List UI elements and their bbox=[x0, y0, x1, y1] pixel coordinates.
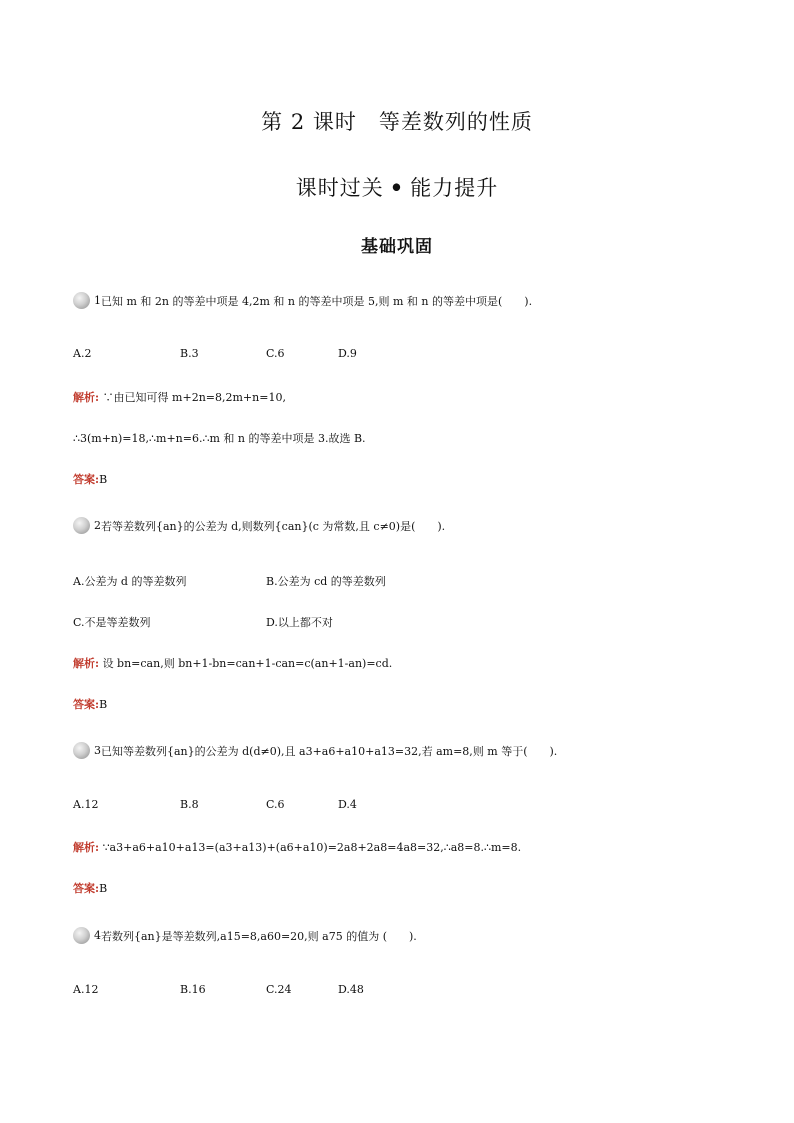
section-heading: 基础巩固 bbox=[361, 237, 433, 257]
question-3 bbox=[73, 742, 557, 759]
analysis-3 bbox=[73, 839, 521, 855]
option-a: A.公差为 d 的等差数列 bbox=[73, 575, 187, 588]
answer-3 bbox=[73, 880, 107, 896]
analysis-2 bbox=[73, 655, 392, 671]
answer-text: B bbox=[99, 698, 108, 711]
option-c: C.6 bbox=[266, 347, 285, 360]
option-b: B.公差为 cd 的等差数列 bbox=[266, 575, 386, 588]
analysis-text: ∵a3+a6+a10+a13=(a3+a13)+(a6+a10)=2a8+2a8=4a8=32,∴a8=8.∴m=8. bbox=[102, 841, 522, 854]
analysis-label: 解析: bbox=[73, 391, 100, 404]
option-a: A.12 bbox=[73, 983, 99, 996]
analysis-label: 解析: bbox=[73, 841, 100, 854]
question-bullet-icon bbox=[73, 292, 90, 309]
question-bullet-icon bbox=[73, 517, 90, 534]
option-c: C.24 bbox=[266, 983, 292, 996]
option-d: D.48 bbox=[338, 983, 364, 996]
answer-1 bbox=[73, 471, 107, 487]
option-d: D.以上都不对 bbox=[266, 616, 333, 629]
analysis-1 bbox=[73, 389, 286, 405]
option-b: B.16 bbox=[180, 983, 206, 996]
analysis-text: 设 bn=can,则 bn+1-bn=can+1-can=c(an+1-an)=cd. bbox=[102, 657, 393, 670]
question-stem: 已知 m 和 2n 的等差中项是 4,2m 和 n 的等差中项是 5,则 m 和 n 的等差中项是( ). bbox=[101, 294, 533, 308]
option-b: B.8 bbox=[180, 798, 199, 811]
analysis-label: 解析: bbox=[73, 657, 100, 670]
page-title: 第 2 课时 等差数列的性质 bbox=[261, 110, 533, 134]
question-bullet-icon bbox=[73, 742, 90, 759]
option-c: C.不是等差数列 bbox=[73, 616, 151, 629]
analysis-text: ∵由已知可得 m+2n=8,2m+n=10, bbox=[102, 391, 286, 404]
option-a: A.2 bbox=[73, 347, 92, 360]
option-d: D.4 bbox=[338, 798, 357, 811]
option-b: B.3 bbox=[180, 347, 199, 360]
question-number: 3 bbox=[94, 744, 101, 757]
answer-2 bbox=[73, 696, 107, 712]
question-bullet-icon bbox=[73, 927, 90, 944]
answer-text: B bbox=[99, 882, 108, 895]
question-2 bbox=[73, 517, 445, 534]
question-4 bbox=[73, 927, 417, 944]
question-number: 2 bbox=[94, 519, 101, 532]
answer-label: 答案: bbox=[73, 882, 100, 895]
question-stem: 已知等差数列{an}的公差为 d(d≠0),且 a3+a6+a10+a13=32,若 am=8,则 m 等于( ). bbox=[101, 744, 558, 758]
answer-label: 答案: bbox=[73, 698, 100, 711]
option-a: A.12 bbox=[73, 798, 99, 811]
answer-label: 答案: bbox=[73, 473, 100, 486]
page-subtitle bbox=[0, 172, 794, 202]
question-1 bbox=[73, 292, 532, 309]
subtitle-dot: • bbox=[389, 175, 405, 200]
subtitle-right: 能力提升 bbox=[410, 176, 499, 200]
question-number: 1 bbox=[94, 294, 101, 307]
subtitle-left: 课时过关 bbox=[295, 176, 384, 200]
option-c: C.6 bbox=[266, 798, 285, 811]
analysis-1-continued: ∴3(m+n)=18,∴m+n=6.∴m 和 n 的等差中项是 3.故选 B. bbox=[73, 432, 366, 445]
answer-text: B bbox=[99, 473, 108, 486]
question-number: 4 bbox=[94, 929, 101, 942]
question-stem: 若等差数列{an}的公差为 d,则数列{can}(c 为常数,且 c≠0)是( ). bbox=[101, 519, 446, 533]
option-d: D.9 bbox=[338, 347, 357, 360]
question-stem: 若数列{an}是等差数列,a15=8,a60=20,则 a75 的值为 ( ). bbox=[101, 929, 417, 943]
